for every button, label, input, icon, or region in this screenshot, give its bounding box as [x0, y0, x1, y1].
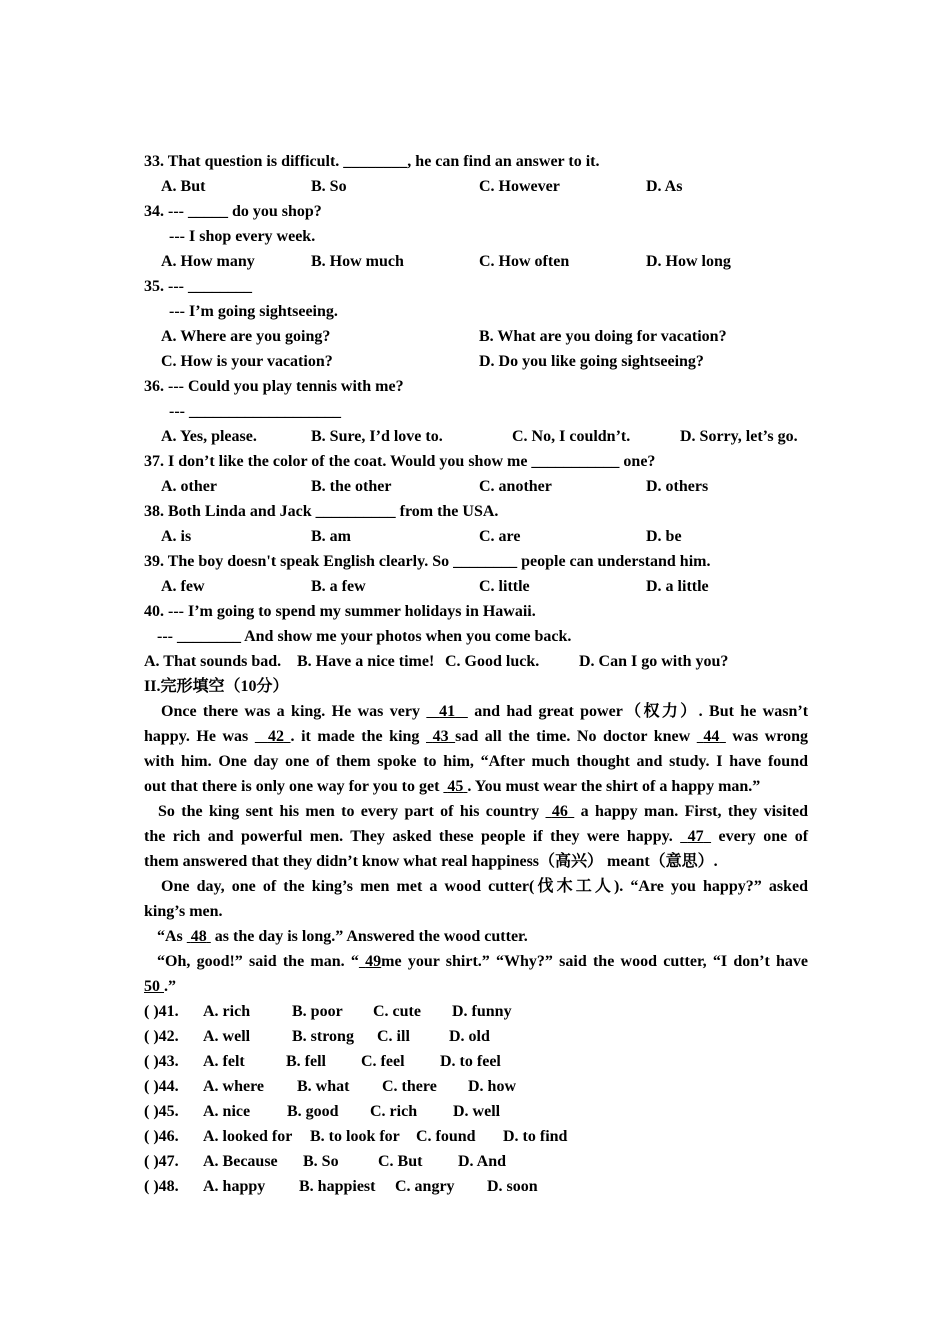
option-row: [144, 249, 808, 274]
option-row: [144, 474, 808, 499]
question-stem: 34. --- _____ do you shop?: [144, 203, 322, 220]
question-stem: 37. I don’t like the color of the coat. Would you show me ___________ one?: [144, 453, 656, 470]
question-stem: 36. --- Could you play tennis with me?: [144, 378, 404, 395]
option: A. felt: [203, 1053, 245, 1070]
option: A. How many: [161, 253, 255, 270]
option: D. Do you like going sightseeing?: [479, 353, 704, 370]
option: D. And: [458, 1153, 507, 1170]
answer-slot[interactable]: ( )46.: [144, 1128, 179, 1145]
option: A. Where are you going?: [161, 328, 331, 345]
option: D. to feel: [440, 1053, 501, 1070]
option: C. How often: [479, 253, 570, 270]
option: D. how: [468, 1078, 517, 1095]
option: A. Because: [203, 1153, 278, 1170]
option: A. rich: [203, 1003, 251, 1020]
option: A. happy: [203, 1178, 266, 1195]
option: B. good: [287, 1103, 339, 1120]
option: D. Can I go with you?: [579, 653, 729, 670]
cloze-passage: [144, 699, 808, 999]
option: C. cute: [373, 1003, 421, 1020]
blank-45: 45: [447, 778, 464, 795]
option: B. Sure, I’d love to.: [311, 428, 443, 445]
option: C. But: [378, 1153, 423, 1170]
option: D. a little: [646, 578, 709, 595]
blank-44: 44: [703, 728, 720, 745]
option: B. What are you doing for vacation?: [479, 328, 727, 345]
option: C. another: [479, 478, 552, 495]
option-row: [144, 349, 808, 374]
question-reply: --- I’m going sightseeing.: [169, 303, 338, 320]
option: D. well: [453, 1103, 501, 1120]
option: B. a few: [311, 578, 366, 595]
option: B. How much: [311, 253, 404, 270]
option: B. poor: [292, 1003, 343, 1020]
option: B. So: [311, 178, 347, 195]
option-row: [144, 649, 808, 674]
passage-line: “Oh, good!” said the man. “ 49me your shirt.” “Why?” said the wood cutter, “I don’t have: [157, 953, 809, 970]
option: A. nice: [203, 1103, 251, 1120]
choice-row: [144, 1024, 808, 1049]
answer-slot[interactable]: ( )41.: [144, 1003, 179, 1020]
answer-slot[interactable]: ( )42.: [144, 1028, 179, 1045]
passage-line: One day, one of the king’s men met a wood cutter(伐木工人). “Are you happy?” asked: [161, 878, 808, 895]
question-stem: 33. That question is difficult. ________, he can find an answer to it.: [144, 153, 600, 170]
choice-row: [144, 1099, 808, 1124]
passage-line: “As 48 as the day is long.” Answered the wood cutter.: [157, 928, 528, 945]
option: C. No, I couldn’t.: [512, 428, 631, 445]
option: D. to find: [503, 1128, 568, 1145]
option: C. How is your vacation?: [161, 353, 333, 370]
exam-page: [144, 149, 808, 1199]
question-stem: 35. --- ________: [144, 278, 252, 295]
option: B. strong: [292, 1028, 354, 1045]
passage-line: them answered that they didn’t know what real happiness（高兴） meant（意思）.: [144, 853, 718, 870]
option: C. found: [416, 1128, 476, 1145]
answer-slot[interactable]: ( )47.: [144, 1153, 179, 1170]
question-stem: 40. --- I’m going to spend my summer holidays in Hawaii.: [144, 603, 536, 620]
option: C. rich: [370, 1103, 418, 1120]
blank-47: 47: [687, 828, 704, 845]
option: B. what: [297, 1078, 350, 1095]
option: B. happiest: [299, 1178, 376, 1195]
passage-line: So the king sent his men to every part of his country 46 a happy man. First, they visited: [158, 803, 809, 820]
passage-line: happy. He was 42 . it made the king 43 sad all the time. No doctor knew 44 was wrong: [144, 728, 809, 745]
passage-line: Once there was a king. He was very 41 and had great power（权力）. But he wasn’t: [161, 703, 809, 720]
option: A. well: [203, 1028, 251, 1045]
option: A. other: [161, 478, 217, 495]
option-row: [144, 174, 808, 199]
option: C. ill: [377, 1028, 410, 1045]
option: A. Yes, please.: [161, 428, 257, 445]
blank-50: 50: [144, 978, 160, 995]
option: A. where: [203, 1078, 265, 1095]
option-row: [144, 524, 808, 549]
option: B. Have a nice time!: [297, 653, 435, 670]
question-reply: --- ________ And show me your photos when you come back.: [157, 628, 572, 645]
blank-43: 43: [432, 728, 449, 745]
answer-slot[interactable]: ( )48.: [144, 1178, 179, 1195]
choice-row: [144, 1174, 808, 1199]
option: D. How long: [646, 253, 731, 270]
option: C. are: [479, 528, 521, 545]
question-stem: 39. The boy doesn't speak English clearly. So ________ people can understand him.: [144, 553, 711, 570]
option: B. fell: [286, 1053, 326, 1070]
option: C. Good luck.: [445, 653, 540, 670]
option: D. old: [449, 1028, 490, 1045]
option: A. is: [161, 528, 192, 545]
option-row: [144, 574, 808, 599]
passage-line: 50 .”: [144, 978, 176, 995]
option: A. few: [161, 578, 205, 595]
section-heading: II.完形填空（10分）: [144, 678, 289, 695]
passage-line: king’s men.: [144, 903, 223, 920]
option-row: [144, 324, 808, 349]
option: C. However: [479, 178, 560, 195]
choice-row: [144, 1124, 808, 1149]
option: C. little: [479, 578, 530, 595]
question-reply: --- I shop every week.: [169, 228, 316, 245]
option: B. the other: [311, 478, 392, 495]
blank-42: 42: [267, 728, 284, 745]
option: C. angry: [395, 1178, 455, 1195]
choice-row: [144, 1074, 808, 1099]
option: A. That sounds bad.: [144, 653, 282, 670]
answer-slot[interactable]: ( )43.: [144, 1053, 179, 1070]
question-stem: 38. Both Linda and Jack __________ from the USA.: [144, 503, 499, 520]
option: D. be: [646, 528, 682, 545]
option: C. there: [382, 1078, 437, 1095]
option: B. am: [311, 528, 351, 545]
passage-line: out that there is only one way for you to get 45 . You must wear the shirt of a happy man.”: [144, 778, 761, 795]
blank-46: 46: [551, 803, 568, 820]
answer-slot[interactable]: ( )44.: [144, 1078, 179, 1095]
option: D. others: [646, 478, 709, 495]
answer-slot[interactable]: ( )45.: [144, 1103, 179, 1120]
blank-49: 49: [365, 953, 382, 970]
choice-row: [144, 1149, 808, 1174]
option: C. feel: [361, 1053, 405, 1070]
choice-row: [144, 1049, 808, 1074]
option: D. As: [646, 178, 683, 195]
option: D. Sorry, let’s go.: [680, 428, 798, 445]
question-reply: --- ___________________: [169, 403, 341, 420]
option: A. looked for: [203, 1128, 293, 1145]
option: D. funny: [452, 1003, 512, 1020]
passage-line: the rich and powerful men. They asked these people if they were happy. 47 every one of: [144, 828, 809, 845]
blank-48: 48: [190, 928, 207, 945]
blank-41: 41: [439, 703, 456, 720]
option: B. to look for: [310, 1128, 400, 1145]
option: A. But: [161, 178, 206, 195]
option: D. soon: [487, 1178, 538, 1195]
option-row: [144, 424, 808, 449]
passage-line: with him. One day one of them spoke to him, “After much thought and study. I have found: [144, 753, 808, 770]
choice-row: [144, 999, 808, 1024]
option: B. So: [303, 1153, 339, 1170]
